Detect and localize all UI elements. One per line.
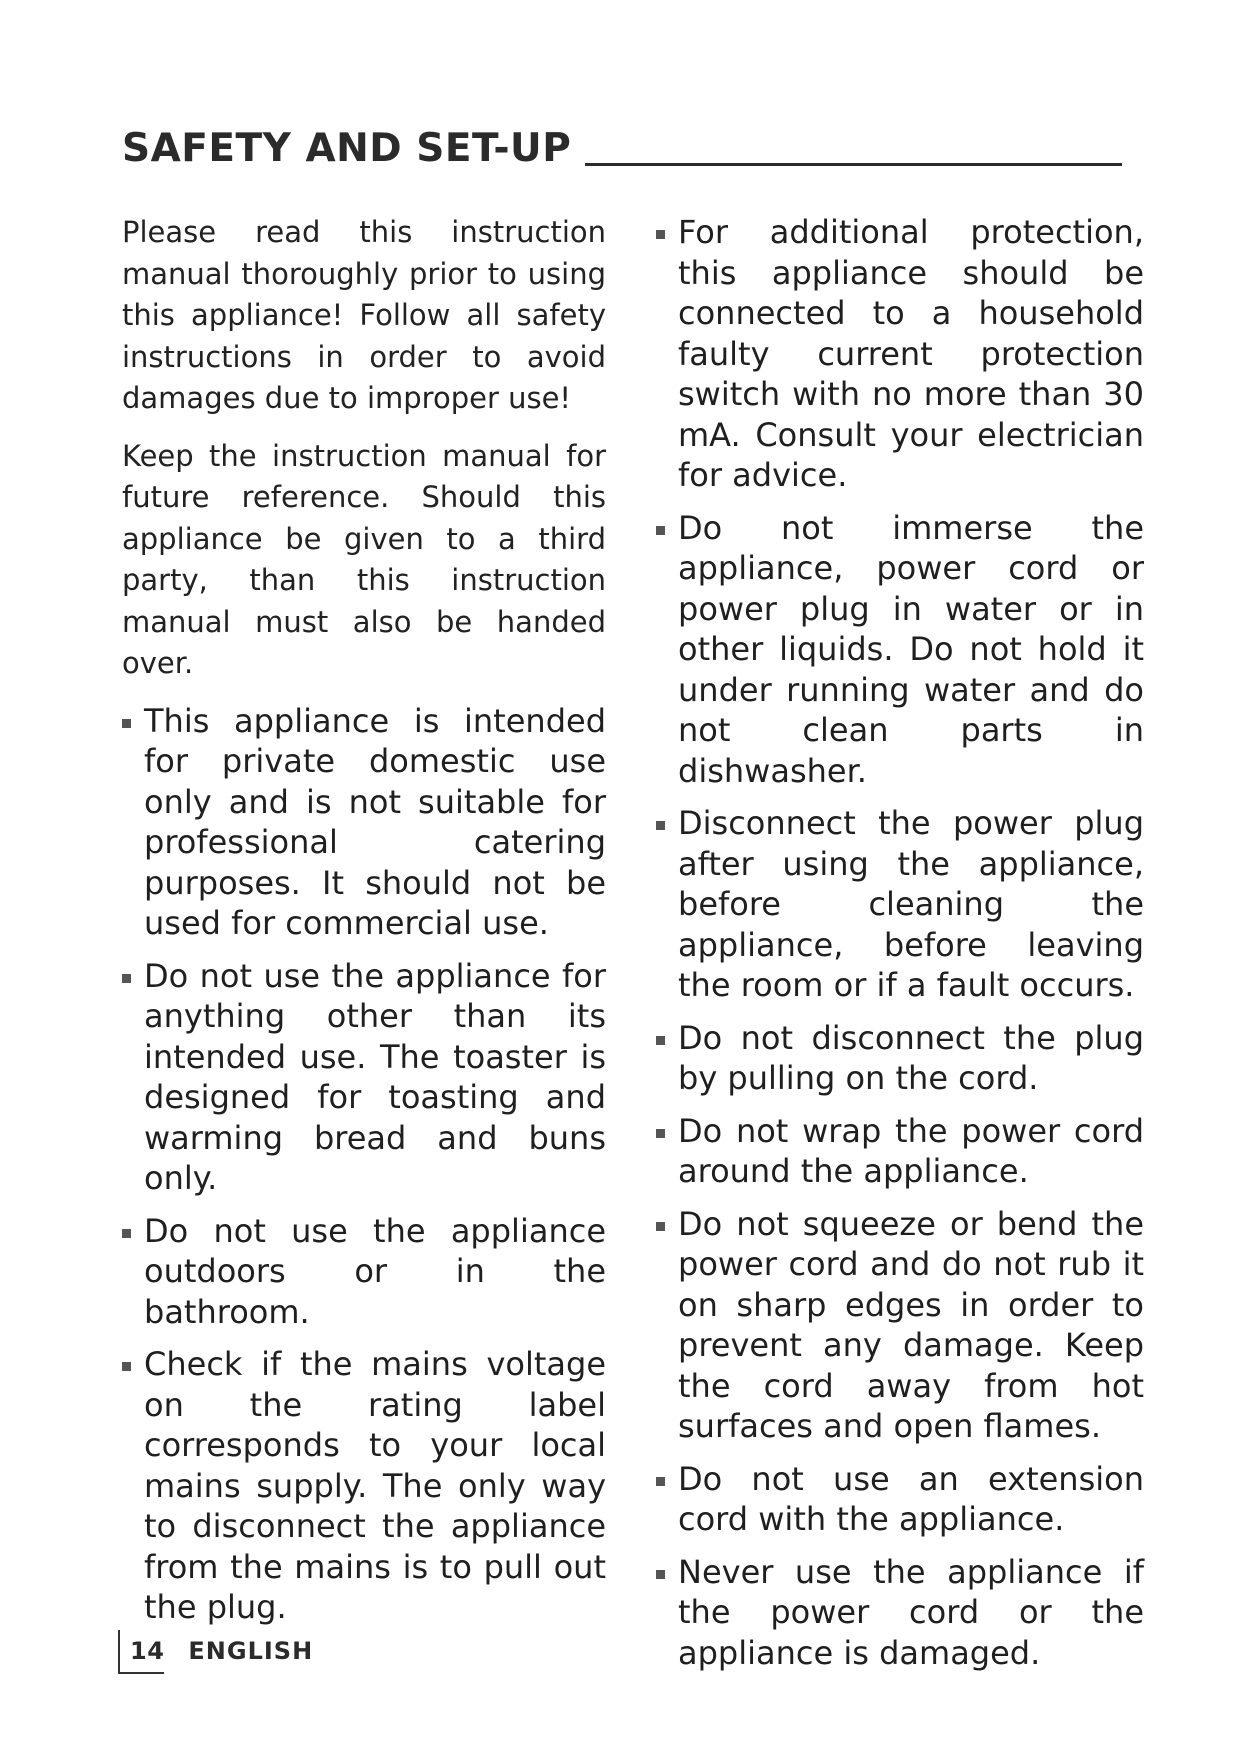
bullet-square-icon bbox=[656, 1477, 665, 1486]
bullet-square-icon bbox=[656, 1222, 665, 1231]
list-item-text: Do not immerse the appliance, power cord or power plug in water or in other liquids. Do not hold it under running water and do not clean parts in dishwasher. bbox=[678, 508, 1144, 790]
section-title: SAFETY AND SET-UP bbox=[122, 126, 572, 171]
list-item-text: Do not use an extension cord with the appliance. bbox=[678, 1459, 1144, 1538]
list-item bbox=[656, 1552, 1144, 1674]
header-rule bbox=[585, 163, 1122, 166]
list-item-text: Never use the appliance if the power cord or the appliance is damaged. bbox=[678, 1552, 1144, 1672]
list-item bbox=[656, 508, 1144, 792]
right-column bbox=[656, 212, 1144, 1685]
list-item-text: Do not disconnect the plug by pulling on the cord. bbox=[678, 1018, 1144, 1097]
list-item bbox=[656, 803, 1144, 1006]
bullet-square-icon bbox=[122, 719, 131, 728]
bullet-square-icon bbox=[656, 1570, 665, 1579]
list-item bbox=[656, 1459, 1144, 1540]
bullet-square-icon bbox=[656, 1036, 665, 1045]
list-item-text: Do not use the appliance outdoors or in the bathroom. bbox=[144, 1211, 606, 1331]
list-item-text: Do not use the appliance for anything other than its intended use. The toaster is designed for toasting and warming bread and buns only. bbox=[144, 956, 606, 1197]
bullet-square-icon bbox=[122, 974, 131, 983]
footer-bracket bbox=[118, 1630, 164, 1674]
list-item bbox=[122, 956, 606, 1199]
list-item bbox=[122, 701, 606, 944]
bullet-square-icon bbox=[122, 1362, 131, 1371]
list-item-text: Do not squeeze or bend the power cord and do not rub it on sharp edges in order to prevent any damage. Keep the cord away from hot surfaces and open flames. bbox=[678, 1204, 1144, 1445]
bullet-square-icon bbox=[656, 1129, 665, 1138]
list-item-text: Check if the mains voltage on the rating label corresponds to your local mains supply. The only way to disconnect the appliance from the mains is to pull out the plug. bbox=[144, 1345, 606, 1626]
page-header bbox=[122, 116, 1122, 171]
list-item-text: Disconnect the power plug after using the appliance, before cleaning the appliance, before leaving the room or if a fault occurs. bbox=[678, 804, 1144, 1004]
list-item bbox=[122, 1344, 606, 1628]
list-item bbox=[656, 1018, 1144, 1099]
left-column bbox=[122, 212, 606, 1640]
list-item-text: Do not wrap the power cord around the appliance. bbox=[678, 1111, 1144, 1190]
bullet-square-icon bbox=[656, 230, 665, 239]
footer-language: ENGLISH bbox=[188, 1637, 314, 1665]
page-footer bbox=[118, 1630, 313, 1672]
page-number: 14 bbox=[130, 1637, 165, 1665]
bullet-square-icon bbox=[122, 1229, 131, 1238]
safety-list bbox=[122, 701, 606, 1628]
safety-list bbox=[656, 212, 1144, 1673]
list-item bbox=[656, 1204, 1144, 1447]
bullet-square-icon bbox=[656, 526, 665, 535]
list-item bbox=[122, 1211, 606, 1333]
list-item bbox=[656, 1111, 1144, 1192]
list-item-text: This appliance is intended for private domestic use only and is not suitable for professional catering purposes. It should not be used for commercial use. bbox=[144, 701, 606, 942]
bullet-square-icon bbox=[656, 821, 665, 830]
list-item-text: For additional protection, this appliance should be connected to a household faulty current protection switch with no more than 30 mA. Consult your electrician for advice. bbox=[678, 213, 1144, 494]
intro-paragraph: Please read this instruction manual thoroughly prior to using this appliance! Follow all safety instructions in order to avoid damages due to improper use! bbox=[122, 215, 606, 415]
intro-paragraph: Keep the instruction manual for future reference. Should this appliance be given to a third party, than this instruction manual must also be handed over. bbox=[122, 438, 606, 680]
list-item bbox=[656, 212, 1144, 496]
